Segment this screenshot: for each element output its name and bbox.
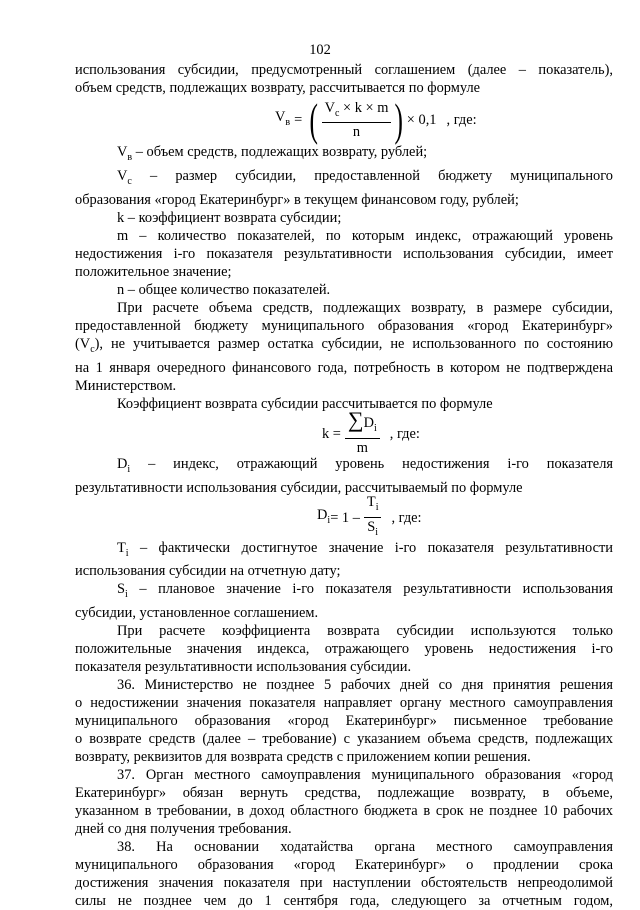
text-line: $(V_с)$, не учитывается размер остатка субсидии, не использованного по состоянию xyxy=(75,335,613,355)
definition: m – количество показателей, по которым индекс, отражающий уровень xyxy=(117,227,613,244)
text-line: силы не позднее чем до 1 сентября года, следующего за отчетным годом, xyxy=(75,893,613,910)
text-line: муниципального образования «город Екатеринбург» о продлении срока xyxy=(75,857,613,874)
formula-index xyxy=(317,494,613,539)
text-line: достижения значения показателя при наступлении обстоятельств непреодолимой xyxy=(75,875,613,892)
text-line: Министерством. xyxy=(75,377,177,394)
paragraph-38: 38. На основании ходатайства органа местного самоуправления xyxy=(117,839,613,856)
formula-fraction xyxy=(322,99,392,142)
formula-lhs: $V_в$ xyxy=(275,109,291,128)
text-line: образования «город Екатеринбург» в текущем финансовом году, рублей; xyxy=(75,191,519,208)
text-line: муниципального образования «город Екатеринбург» письменное требование xyxy=(75,713,613,730)
text-line: положительное значение; xyxy=(75,263,232,280)
paragraph-line: При расчете объема средств, подлежащих возврату, в размере субсидии, xyxy=(117,299,613,316)
text-line: недостижения i-го показателя результативности использования субсидии, имеет xyxy=(75,245,613,262)
formula-lhs: $D_i$ xyxy=(317,506,331,526)
definition: $T_i$ – фактически достигнутое значение i-го показателя результативности xyxy=(117,539,613,559)
text-line: положительные значения индекса, отражающего уровень недостижения i-го xyxy=(75,641,613,658)
paren-open: ( xyxy=(309,94,319,145)
fraction-denominator: m xyxy=(356,440,368,457)
fraction-numerator: $V_с \times k \times m$ xyxy=(322,99,392,124)
text-line: показателя результативности использования субсидии. xyxy=(75,659,412,676)
page-number: 102 xyxy=(309,42,331,58)
paragraph-line: При расчете коэффициента возврата субсидии используются только xyxy=(117,623,613,640)
definition: $V_с$ – размер субсидии, предоставленной бюджету муниципального xyxy=(117,167,613,187)
text-line: использования субсидии, предусмотренный соглашением (далее – показатель), xyxy=(75,62,613,78)
text-line: о возврате средств (далее – требование) с указанием объема средств, подлежащих xyxy=(75,731,613,748)
definition: k – коэффициент возврата субсидии; xyxy=(117,209,342,226)
document-body xyxy=(75,61,613,910)
definition: $S_i$ – плановое значение i-го показателя результативности использования xyxy=(117,581,613,601)
text-line: на 1 января очередного финансового года, потребность в котором не подтверждена xyxy=(75,359,613,376)
fraction-denominator: n xyxy=(352,124,361,141)
definition: $V_в$ – объем средств, подлежащих возврату, рублей; xyxy=(117,144,428,163)
formula-where: , где: xyxy=(389,425,420,442)
fraction-denominator: $S_i$ xyxy=(367,519,379,538)
formula-fraction xyxy=(364,493,382,542)
formula-tail: × 0,1 xyxy=(406,112,437,128)
text-line: субсидии, установленное соглашением. xyxy=(75,605,319,622)
text-line: о недостижении значения показателя направляет органу местного самоуправления xyxy=(75,695,613,712)
text-line: дней со дня получения требования. xyxy=(75,821,292,838)
formula-refund-volume xyxy=(275,94,613,145)
formula-coefficient xyxy=(322,407,613,457)
text-line: Екатеринбург» обязан вернуть средства, подлежащие возврату, в объеме, xyxy=(75,785,613,802)
formula-lhs: k = xyxy=(322,425,341,442)
definition: n – общее количество показателей. xyxy=(117,281,331,298)
formula-mid: = 1 – xyxy=(330,509,360,526)
formula-where: , где: xyxy=(446,112,477,128)
text-line: предоставленной бюджету муниципального образования «город Екатеринбург» xyxy=(75,317,613,334)
fraction-numerator: $T_i$ xyxy=(364,493,382,518)
paragraph-line: Коэффициент возврата субсидии рассчитывается по формуле xyxy=(117,395,493,412)
definition: $D_i$ – индекс, отражающий уровень недостижения i-го показателя xyxy=(117,455,613,475)
formula-fraction xyxy=(345,407,380,457)
text-line: возврату, реквизитов для возврата средств с приложением копии решения. xyxy=(75,749,531,766)
fraction-numerator: $\sum D_i$ xyxy=(345,410,380,439)
text-line: использования субсидии на отчетную дату; xyxy=(75,563,341,580)
text-line: объем средств, подлежащих возврату, рассчитывается по формуле xyxy=(75,80,481,96)
paragraph-36: 36. Министерство не позднее 5 рабочих дней со дня принятия решения xyxy=(117,677,613,694)
formula-where: , где: xyxy=(391,509,422,526)
paragraph-37: 37. Орган местного самоуправления муниципального образования «город xyxy=(117,767,613,784)
formula-equals: = xyxy=(294,112,303,128)
text-line: указанном в требовании, в доход областного бюджета в срок не позднее 10 рабочих xyxy=(75,803,613,820)
text-line: результативности использования субсидии, рассчитываемый по формуле xyxy=(75,479,523,496)
paren-close: ) xyxy=(394,94,404,145)
